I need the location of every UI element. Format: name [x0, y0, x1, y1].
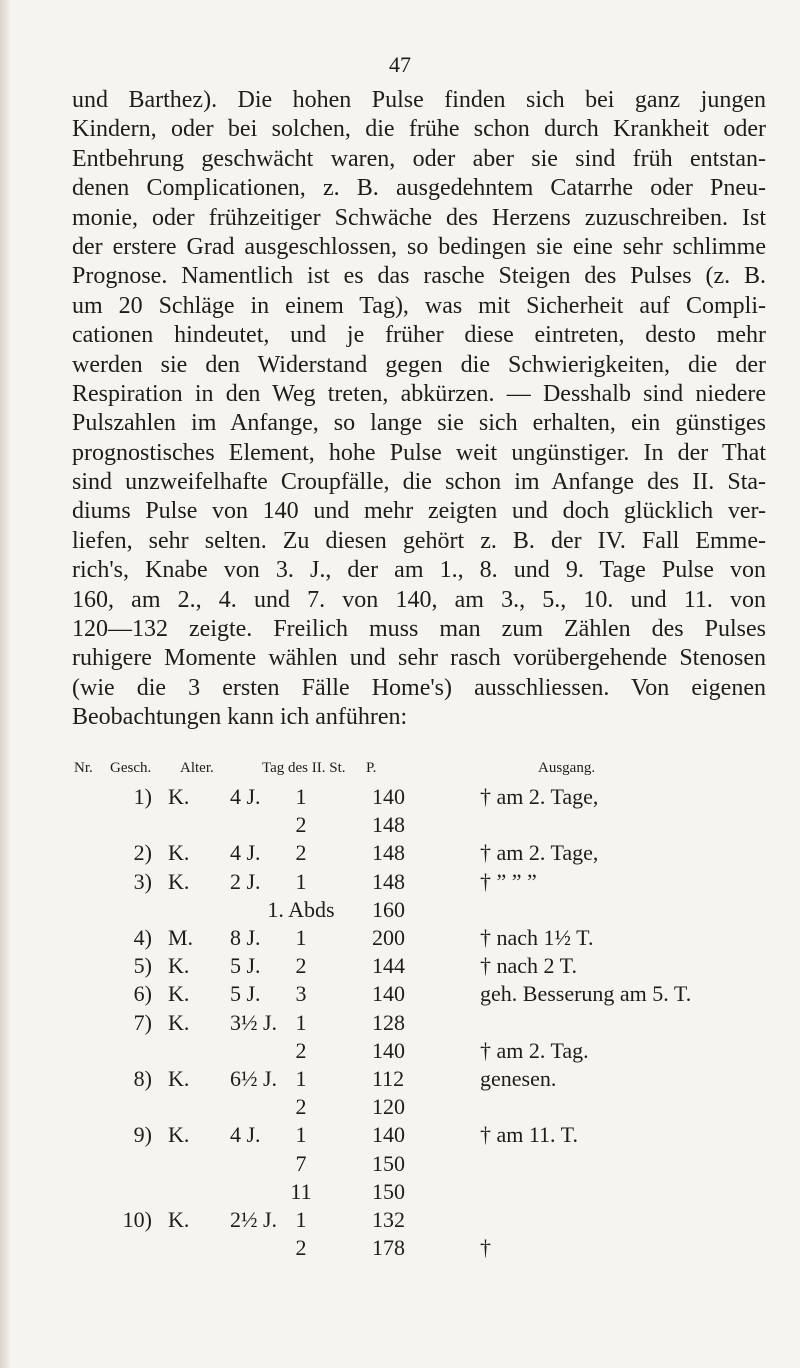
table-cell-p: 140: [372, 784, 405, 809]
table-cell-tag: 2: [295, 812, 307, 837]
table-cell-gesch: K.: [168, 1066, 190, 1091]
table-cell-nr: 9): [133, 1122, 152, 1147]
table-cell-tag: 2: [295, 1235, 307, 1260]
paragraph-line: Prognose. Namentlich ist es das rasche Steigen des Pulses (z. B.: [72, 263, 766, 290]
table-cell-nr: 5): [133, 953, 152, 978]
table-cell-p: 150: [372, 1179, 405, 1204]
table-cell-p: 148: [372, 869, 405, 894]
table-cell-tag: 1: [295, 1010, 307, 1035]
paragraph-line: denen Complicationen, z. B. ausgedehntem Catarrhe oder Pneu-: [72, 175, 766, 202]
table-cell-ausgang: genesen.: [480, 1066, 557, 1091]
table-cell-gesch: K.: [168, 1122, 190, 1147]
table-cell-nr: 6): [133, 981, 152, 1006]
paragraph-line: sind unzweifelhafte Croupfälle, die schon im Anfange des II. Sta-: [72, 469, 766, 496]
table-cell-nr: 8): [133, 1066, 152, 1091]
table-cell-gesch: K.: [168, 840, 190, 865]
table-cell-p: 148: [372, 812, 405, 837]
table-cell-tag: 7: [295, 1151, 307, 1176]
table-cell-alter: 2½ J.: [230, 1207, 278, 1232]
table-cell-p: 132: [372, 1207, 405, 1232]
table-cell-p: 120: [372, 1094, 405, 1119]
table-cell-gesch: K.: [168, 1010, 190, 1035]
table-cell-alter: 4 J.: [230, 1122, 261, 1147]
paragraph-line: 120—132 zeigte. Freilich muss man zum Zählen des Pulses: [72, 616, 766, 643]
table-cell-alter: 4 J.: [230, 840, 261, 865]
paragraph-line: der erstere Grad ausgeschlossen, so bedingen sie eine sehr schlimme: [72, 233, 766, 260]
table-cell-ausgang: † am 2. Tage,: [480, 840, 599, 865]
paragraph-line: monie, oder frühzeitiger Schwäche des Herzens zuzuschreiben. Ist: [72, 204, 766, 231]
page-number: 47: [389, 52, 411, 77]
table-cell-alter: 5 J.: [230, 953, 261, 978]
table-cell-nr: 3): [133, 869, 152, 894]
table-cell-tag: 1: [295, 1207, 307, 1232]
table-cell-p: 200: [372, 925, 405, 950]
table-cell-tag: 11: [290, 1179, 312, 1204]
table-cell-tag: 2: [295, 1038, 307, 1063]
table-header-ausgang: Ausgang.: [538, 760, 596, 776]
table-cell-ausgang: † ” ” ”: [480, 869, 537, 894]
table-cell-p: 178: [372, 1235, 405, 1260]
table-cell-p: 140: [372, 1122, 405, 1147]
table-cell-gesch: K.: [168, 784, 190, 809]
table-cell-tag: 1. Abds: [267, 897, 335, 922]
table-cell-p: 148: [372, 840, 405, 865]
table-header-alter: Alter.: [180, 760, 214, 776]
table-cell-p: 140: [372, 1038, 405, 1063]
table-cell-tag: 1: [295, 784, 307, 809]
table-cell-p: 160: [372, 897, 405, 922]
table-cell-gesch: K.: [168, 869, 190, 894]
table-cell-ausgang: † nach 2 T.: [480, 953, 577, 978]
table-cell-nr: 7): [133, 1010, 152, 1035]
table-cell-alter: 3½ J.: [230, 1010, 278, 1035]
paragraph-line: liefen, sehr selten. Zu diesen gehört z. B. der IV. Fall Emme-: [72, 527, 766, 554]
paragraph-line: diums Pulse von 140 und mehr zeigten und doch glücklich ver-: [72, 498, 766, 525]
table-cell-p: 140: [372, 981, 405, 1006]
paragraph-line: cationen hindeutet, und je früher diese eintreten, desto mehr: [72, 322, 766, 349]
table-cell-tag: 3: [295, 981, 307, 1006]
table-cell-alter: 5 J.: [230, 981, 261, 1006]
table-cell-alter: 8 J.: [230, 925, 261, 950]
paragraph-line: und Barthez). Die hohen Pulse finden sich bei ganz jungen: [72, 87, 766, 113]
table-cell-nr: 2): [133, 840, 152, 865]
table-cell-alter: 2 J.: [230, 869, 261, 894]
paragraph-line: prognostisches Element, hohe Pulse weit ungünstiger. In der That: [72, 439, 766, 466]
table-cell-tag: 2: [295, 840, 307, 865]
table-cell-p: 150: [372, 1151, 405, 1176]
table-cell-tag: 1: [295, 1122, 307, 1147]
table-header-gesch: Gesch.: [110, 760, 152, 776]
table-cell-ausgang: †: [480, 1235, 491, 1260]
paragraph-line: Beobachtungen kann ich anführen:: [72, 704, 408, 731]
table-cell-gesch: K.: [168, 981, 190, 1006]
table-header-p: P.: [366, 760, 377, 776]
paragraph-line: (wie die 3 ersten Fälle Home's) ausschliessen. Von eigenen: [72, 674, 766, 701]
table-cell-tag: 2: [295, 953, 307, 978]
table-cell-p: 128: [372, 1010, 405, 1035]
table-header-nr: Nr.: [74, 760, 93, 776]
table-cell-alter: 4 J.: [230, 784, 261, 809]
table-cell-alter: 6½ J.: [230, 1066, 278, 1091]
table-cell-ausgang: † am 2. Tag.: [480, 1038, 589, 1063]
paragraph-line: werden sie den Widerstand gegen die Schwierigkeiten, die der: [72, 351, 766, 378]
table-cell-ausgang: † nach 1½ T.: [480, 925, 594, 950]
table-cell-ausgang: † am 11. T.: [480, 1122, 578, 1147]
paragraph-line: um 20 Schläge in einem Tag), was mit Sicherheit auf Compli-: [72, 292, 766, 319]
table-cell-gesch: M.: [168, 925, 194, 950]
table-cell-gesch: K.: [168, 953, 190, 978]
table-cell-tag: 1: [295, 869, 307, 894]
table-cell-ausgang: geh. Besserung am 5. T.: [480, 981, 692, 1006]
paragraph-line: ruhigere Momente wählen und sehr rasch vorübergehende Stenosen: [72, 645, 766, 672]
table-cell-p: 144: [372, 953, 405, 978]
paragraph-line: Kindern, oder bei solchen, die frühe schon durch Krankheit oder: [72, 116, 766, 143]
table-header-tag: Tag des II. St.: [262, 760, 346, 776]
paragraph-line: Pulszahlen im Anfange, so lange sie sich erhalten, ein günstiges: [72, 410, 766, 437]
table-cell-ausgang: † am 2. Tage,: [480, 784, 599, 809]
table-cell-nr: 10): [122, 1207, 152, 1232]
table-cell-nr: 1): [133, 784, 152, 809]
table-cell-gesch: K.: [168, 1207, 190, 1232]
table-cell-tag: 1: [295, 925, 307, 950]
paragraph-line: rich's, Knabe von 3. J., der am 1., 8. und 9. Tage Pulse von: [72, 557, 766, 584]
table-cell-p: 112: [372, 1066, 405, 1091]
paragraph-line: Respiration in den Weg treten, abkürzen. — Desshalb sind niedere: [72, 380, 766, 407]
table-cell-tag: 2: [295, 1094, 307, 1119]
paragraph-line: 160, am 2., 4. und 7. von 140, am 3., 5., 10. und 11. von: [72, 586, 766, 613]
paragraph-line: Entbehrung geschwächt waren, oder aber sie sind früh entstan-: [72, 145, 766, 172]
table-cell-tag: 1: [295, 1066, 307, 1091]
table-cell-nr: 4): [133, 925, 152, 950]
